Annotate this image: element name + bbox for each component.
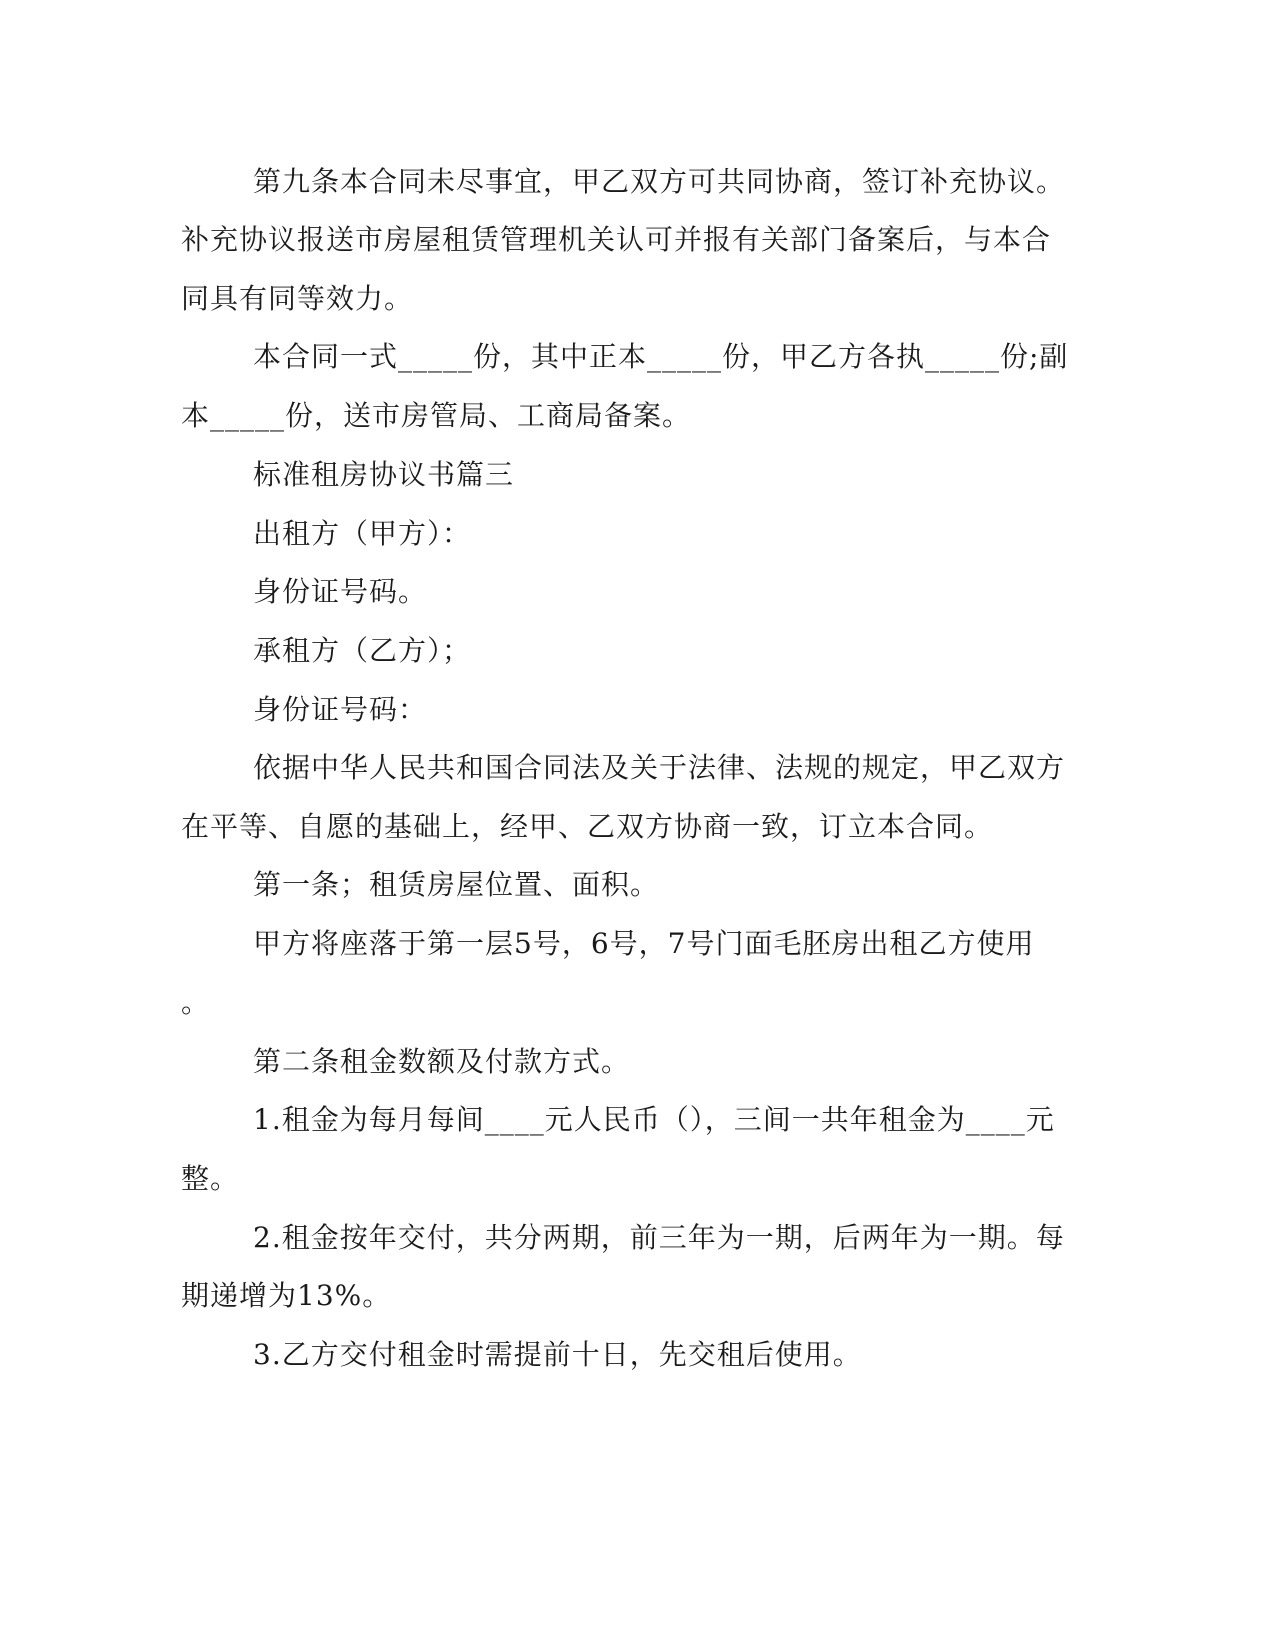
paragraph-line: 。 <box>181 986 211 1019</box>
paragraph-line: 1.租金为每月每间____元人民币（），三间一共年租金为____元 <box>253 1103 1055 1136</box>
paragraph-line: 承租方（乙方）； <box>253 634 472 667</box>
paragraph-line: 期递增为13%。 <box>181 1279 392 1312</box>
paragraph-line: 补充协议报送市房屋租赁管理机关认可并报有关部门备案后，与本合 <box>181 223 1052 256</box>
paragraph-line: 第九条本合同未尽事宜，甲乙双方可共同协商，签订补充协议。 <box>253 165 1066 198</box>
paragraph-line: 同具有同等效力。 <box>181 282 414 315</box>
paragraph-line: 整。 <box>181 1162 240 1195</box>
paragraph-line: 第一条；租赁房屋位置、面积。 <box>253 868 660 901</box>
paragraph-line: 甲方将座落于第一层5号，6号，7号门面毛胚房出租乙方使用 <box>253 927 1035 960</box>
paragraph-line: 第二条租金数额及付款方式。 <box>253 1045 631 1078</box>
paragraph-line: 本_____份，送市房管局、工商局备案。 <box>181 399 692 432</box>
paragraph-line: 依据中华人民共和国合同法及关于法律、法规的规定，甲乙双方 <box>253 751 1066 784</box>
paragraph-line: 出租方（甲方）： <box>253 517 472 550</box>
paragraph-line: 3.乙方交付租金时需提前十日，先交租后使用。 <box>253 1338 862 1371</box>
paragraph-line: 2.租金按年交付，共分两期，前三年为一期，后两年为一期。每 <box>253 1221 1065 1254</box>
paragraph-line: 本合同一式_____份，其中正本_____份，甲乙方各执_____份;副 <box>253 340 1069 373</box>
section-heading: 标准租房协议书篇三 <box>253 458 515 491</box>
paragraph-line: 身份证号码： <box>253 693 428 726</box>
paragraph-line: 在平等、自愿的基础上，经甲、乙双方协商一致，订立本合同。 <box>181 810 994 843</box>
paragraph-line: 身份证号码。 <box>253 575 428 608</box>
